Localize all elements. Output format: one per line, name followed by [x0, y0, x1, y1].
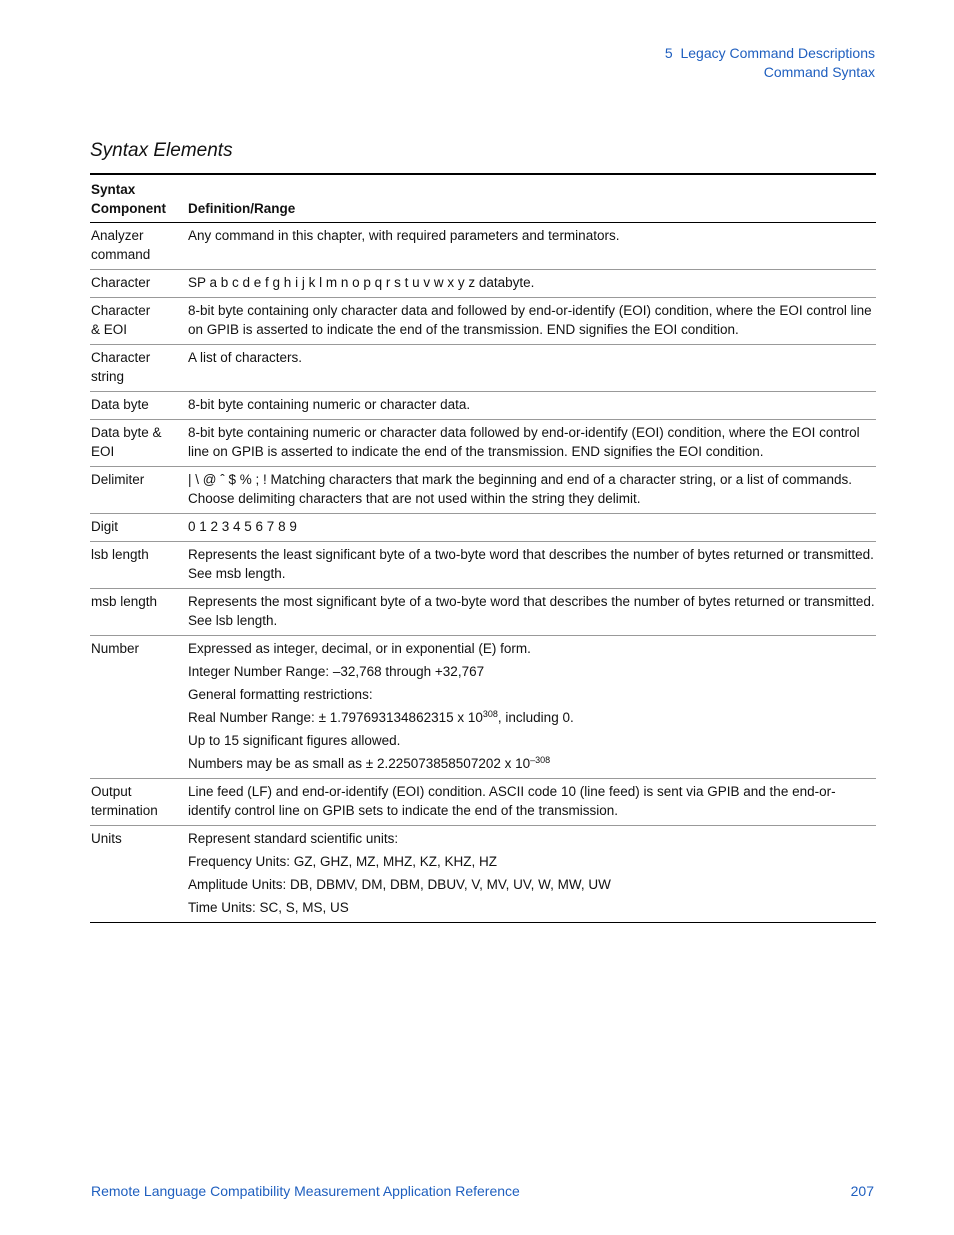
- definition-text: 8-bit byte containing numeric or character data.: [188, 397, 471, 412]
- table-body: [90, 223, 876, 923]
- definition-cell: [187, 779, 876, 826]
- table-row: [90, 298, 876, 345]
- definition-cell: [187, 589, 876, 636]
- component-text: Digit: [91, 519, 119, 534]
- table-row: [90, 467, 876, 514]
- component-text: Analyzer: [91, 228, 144, 243]
- table-row: [90, 420, 876, 467]
- definition-cell: [187, 223, 876, 270]
- definition-text: Represents the least significant byte of a two-byte word that describes the number of bytes returned or transmitted. See msb length.: [188, 547, 874, 581]
- component-text: string: [91, 369, 125, 384]
- definition-text: | \ @ ˆ $ % ; ! Matching characters that mark the beginning and end of a character string, or a list of commands. Choose delimiting characters that are not used within the string they delimit.: [188, 472, 853, 506]
- table-row: [90, 392, 876, 420]
- definition-text: Any command in this chapter, with required parameters and terminators.: [188, 228, 620, 243]
- syntax-component-cell: [90, 270, 187, 298]
- syntax-component-cell: [90, 298, 187, 345]
- definition-text: Amplitude Units: DB, DBMV, DM, DBM, DBUV, V, MV, UV, W, MW, UW: [188, 877, 611, 892]
- definition-text: Frequency Units: GZ, GHZ, MZ, MHZ, KZ, KHZ, HZ: [188, 854, 498, 869]
- component-text: & EOI: [91, 322, 128, 337]
- definition-cell: [187, 270, 876, 298]
- definition-text: 0 1 2 3 4 5 6 7 8 9: [188, 519, 297, 534]
- component-text: Units: [91, 831, 122, 846]
- syntax-component-cell: [90, 779, 187, 826]
- definition-cell: [187, 392, 876, 420]
- syntax-component-cell: [90, 542, 187, 589]
- definition-text: A list of characters.: [188, 350, 303, 365]
- definition-cell: [187, 467, 876, 514]
- section-title: Command Syntax: [763, 64, 875, 80]
- component-text: Data byte: [91, 397, 149, 412]
- real-number-range: Real Number Range: ± 1.797693134862315 x $10^{308}$, including 0.: [188, 709, 574, 725]
- component-text: lsb length: [91, 547, 149, 562]
- syntax-component-cell: [90, 420, 187, 467]
- table-row: [90, 636, 876, 779]
- definition-text: 8-bit byte containing only character data and followed by end-or-identify (EOI) condition, where the EOI control line on GPIB is asserted to indicate the end of the transmission. END signifies the EOI condition.: [188, 303, 872, 337]
- table-row: [90, 270, 876, 298]
- exponent: 308: [482, 709, 498, 719]
- syntax-component-cell: [90, 636, 187, 779]
- component-text: Data byte &: [91, 425, 162, 440]
- component-text: command: [91, 247, 151, 262]
- definition-text: 8-bit byte containing numeric or character data followed by end-or-identify (EOI) condition, where the EOI control line on GPIB is asserted to indicate the end of the transmission. END signifies the EOI condition.: [188, 425, 860, 459]
- syntax-component-cell: [90, 467, 187, 514]
- table-row: [90, 514, 876, 542]
- definition-cell: [187, 298, 876, 345]
- syntax-component-cell: [90, 514, 187, 542]
- component-text: msb length: [91, 594, 158, 609]
- component-text: Character: [91, 350, 151, 365]
- footer-page-number: 207: [850, 1183, 874, 1199]
- running-header: [665, 44, 875, 82]
- syntax-component-cell: [90, 223, 187, 270]
- component-text: Number: [91, 641, 140, 656]
- syntax-component-cell: [90, 826, 187, 923]
- component-text: termination: [91, 803, 158, 818]
- definition-cell: [187, 420, 876, 467]
- column-header-definition: Definition/Range: [188, 201, 296, 216]
- table-row: [90, 589, 876, 636]
- definition-cell: [187, 542, 876, 589]
- table-header-row: [90, 174, 876, 223]
- definition-text: Represents the most significant byte of a two-byte word that describes the number of bytes returned or transmitted. See lsb length.: [188, 594, 875, 628]
- column-header-component: Syntax Component: [91, 182, 166, 216]
- definition-text: Line feed (LF) and end-or-identify (EOI) condition. ASCII code 10 (line feed) is sent via GPIB and the end-or-identify control line on GPIB sets to indicate the end of the transmission.: [188, 784, 836, 818]
- component-text: Character: [91, 275, 151, 290]
- component-text: Output: [91, 784, 132, 799]
- syntax-component-cell: [90, 392, 187, 420]
- significant-figures: Up to 15 significant figures allowed.: [188, 733, 401, 748]
- exponent: –308: [530, 755, 551, 765]
- smallest-number: Numbers may be as small as ± 2.225073858507202 x $10^{-308}$: [188, 755, 551, 771]
- definition-cell: [187, 345, 876, 392]
- table-row: [90, 826, 876, 923]
- definition-cell: [187, 826, 876, 923]
- syntax-elements-table: [90, 173, 876, 923]
- table-title: Syntax Elements: [90, 140, 233, 161]
- footer-doc-title: Remote Language Compatibility Measurement Application Reference: [91, 1183, 520, 1199]
- definition-text: Expressed as integer, decimal, or in exponential (E) form.: [188, 641, 531, 656]
- table-row: [90, 542, 876, 589]
- table-row: [90, 223, 876, 270]
- table-row: [90, 779, 876, 826]
- component-text: EOI: [91, 444, 115, 459]
- syntax-component-cell: [90, 345, 187, 392]
- definition-text: Integer Number Range: –32,768 through +32,767: [188, 664, 485, 679]
- definition-text: Time Units: SC, S, MS, US: [188, 900, 349, 915]
- component-text: Character: [91, 303, 151, 318]
- definition-cell: [187, 636, 876, 779]
- table-row: [90, 345, 876, 392]
- definition-text: Represent standard scientific units:: [188, 831, 399, 846]
- definition-cell: [187, 514, 876, 542]
- definition-text: SP a b c d e f g h i j k l m n o p q r s t u v w x y z databyte.: [188, 275, 535, 290]
- component-text: Delimiter: [91, 472, 145, 487]
- syntax-component-cell: [90, 589, 187, 636]
- definition-text: General formatting restrictions:: [188, 687, 373, 702]
- chapter-title: 5 Legacy Command Descriptions: [664, 45, 875, 61]
